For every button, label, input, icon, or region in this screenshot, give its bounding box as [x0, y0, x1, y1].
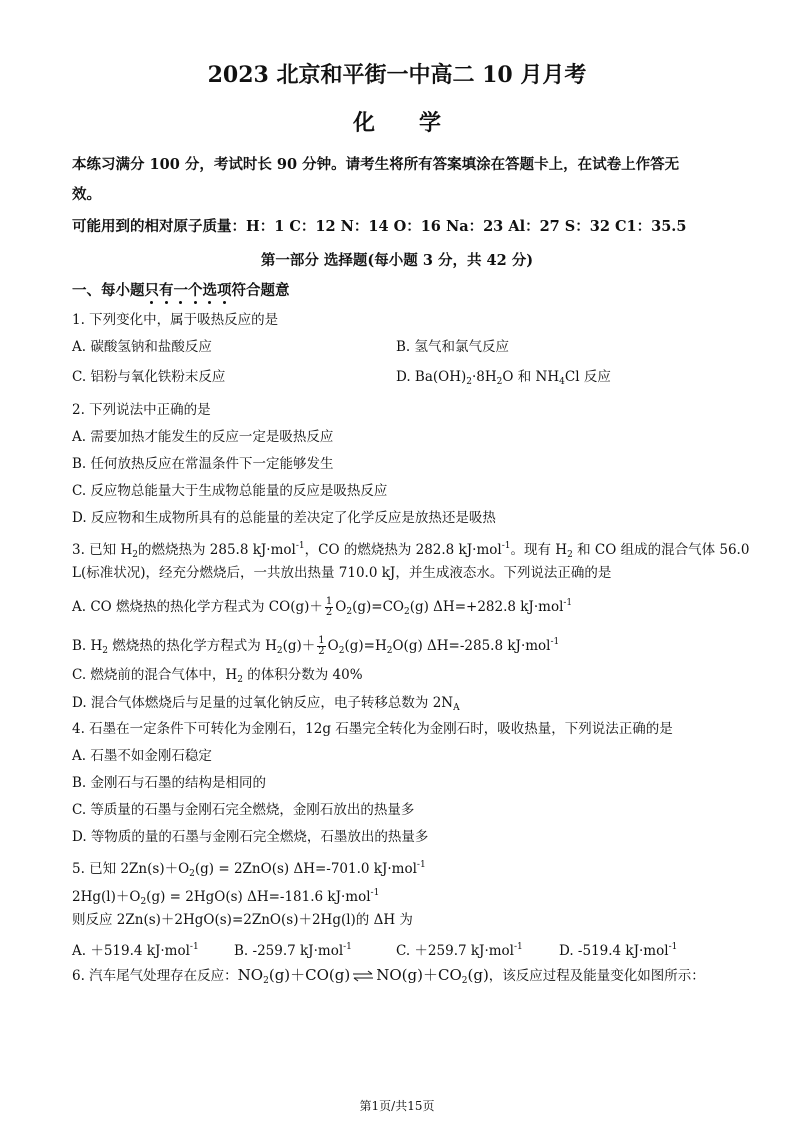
- atomic-masses: 可能用到的相对原子质量：H：1 C：12 N：14 O：16 Na：23 Al：27 S：32 C1：35.5: [72, 218, 687, 235]
- reaction-equation: $NO_2(g)+CO(g)$ $NO(g)+CO_2(g)$: [237, 966, 489, 986]
- q2-option-d: D. 反应物和生成物所具有的总能量的差决定了化学反应是放热还是吸热: [72, 510, 496, 526]
- section-heading: 一、每小题只有一个选项符合题意: [72, 282, 290, 299]
- q1-option-b: B. 氢气和氯气反应: [396, 339, 510, 355]
- q3-stem-line-1: 3. 已知 $H_2$的燃烧热为 285.8 kJ·mol$^{-1}$，CO 的燃烧热为 282.8 kJ·mol$^{-1}$。现有 $H_2$ 和 CO 组成的混合气体 56.0: [72, 541, 750, 560]
- fraction-half: $\frac{1}{2}$: [325, 596, 333, 618]
- q5-stem: 则反应 2Zn(s)＋2HgO(s)=2ZnO(s)＋2Hg(l)的 ΔH 为: [72, 912, 413, 928]
- q4-option-d: D. 等物质的量的石墨与金刚石完全燃烧，石墨放出的热量多: [72, 829, 429, 845]
- q2-option-c: C. 反应物总能量大于生成物总能量的反应是吸热反应: [72, 483, 388, 499]
- q2-option-a: A. 需要加热才能发生的反应一定是吸热反应: [72, 429, 334, 445]
- subject-char-1: 化: [352, 110, 375, 136]
- q1-stem: 1. 下列变化中，属于吸热反应的是: [72, 312, 279, 328]
- q1-option-c: C. 铝粉与氧化铁粉末反应: [72, 369, 226, 385]
- q1-option-d: D. $Ba(OH)_2\cdot 8H_2O$ 和 $NH_4Cl$ 反应: [396, 369, 611, 387]
- q3-option-b: B. $H_2$ 燃烧热的热化学方程式为 $H_2(g)+$ $\frac{1}{2}$ $O_2(g)=H_2O(g)$ ΔH=-285.8 kJ·mol$^{-1}$: [72, 635, 560, 657]
- q5-option-b: B. -259.7 kJ·mol$^{-1}$: [234, 942, 352, 959]
- emph-char: 只: [144, 282, 159, 299]
- q4-option-b: B. 金刚石与石墨的结构是相同的: [72, 775, 267, 791]
- emph-char: 项: [217, 282, 232, 299]
- part1-header: 第一部分 选择题(每小题 3 分，共 42 分): [260, 252, 534, 269]
- emph-char: 选: [202, 282, 217, 299]
- page-footer: 第1页/共15页: [359, 1099, 435, 1113]
- exam-title: 2023 北京和平街一中高二 10 月月考: [207, 62, 587, 88]
- intro-line-1: 本练习满分 100 分，考试时长 90 分钟。请考生将所有答案填涂在答题卡上，在试卷上作答无: [72, 156, 680, 173]
- q4-option-a: A. 石墨不如金刚石稳定: [72, 748, 212, 764]
- equilibrium-arrow-icon: [352, 970, 374, 982]
- q3-option-a: A. CO 燃烧热的热化学方程式为 CO(g)＋ $\frac{1}{2}$ $O_2(g)=CO_2(g)$ ΔH=+282.8 kJ·mol$^{-1}$: [72, 596, 573, 618]
- subject-char-2: 学: [419, 110, 442, 136]
- emph-char: 有: [159, 282, 174, 299]
- q4-stem: 4. 石墨在一定条件下可转化为金刚石，12g 石墨完全转化为金刚石时，吸收热量，下列说法正确的是: [72, 721, 673, 737]
- q5-option-d: D. -519.4 kJ·mol$^{-1}$: [559, 942, 678, 959]
- q3-option-d: D. 混合气体燃烧后与足量的过氧化钠反应，电子转移总数为 $2N_A$: [72, 695, 460, 713]
- q5-equation-1: 5. 已知 $2Zn(s)+O_2(g) = 2ZnO(s)$ ΔH=-701.0 kJ·mol$^{-1}$: [72, 860, 426, 879]
- q5-option-a: A. ＋519.4 kJ·mol$^{-1}$: [72, 942, 199, 959]
- q5-option-c: C. ＋259.7 kJ·mol$^{-1}$: [396, 942, 523, 959]
- q5-equation-2: $2Hg(l)+O_2(g) = 2HgO(s)$ ΔH=-181.6 kJ·mol$^{-1}$: [72, 888, 380, 907]
- q3-option-c: C. 燃烧前的混合气体中，$H_2$ 的体积分数为 40%: [72, 667, 363, 685]
- fraction-half: $\frac{1}{2}$: [318, 635, 325, 657]
- q2-option-b: B. 任何放热反应在常温条件下一定能够发生: [72, 456, 334, 472]
- q2-stem: 2. 下列说法中正确的是: [72, 402, 211, 418]
- emph-char: 一: [173, 282, 188, 299]
- emph-char: 个: [188, 282, 203, 299]
- q4-option-c: C. 等质量的石墨与金刚石完全燃烧，金刚石放出的热量多: [72, 802, 415, 818]
- subject-heading: [0, 106, 794, 137]
- q3-stem-line-2: L(标准状况)，经充分燃烧后，一共放出热量 710.0 kJ，并生成液态水。下列说法正确的是: [72, 565, 612, 581]
- intro-line-2: 效。: [72, 186, 101, 203]
- q1-option-a: A. 碳酸氢钠和盐酸反应: [72, 339, 212, 355]
- q6-stem: 6. 汽车尾气处理存在反应：$NO_2(g)+CO(g)$ $NO(g)+CO_2(g)$，该反应过程及能量变化如图所示：: [72, 966, 705, 986]
